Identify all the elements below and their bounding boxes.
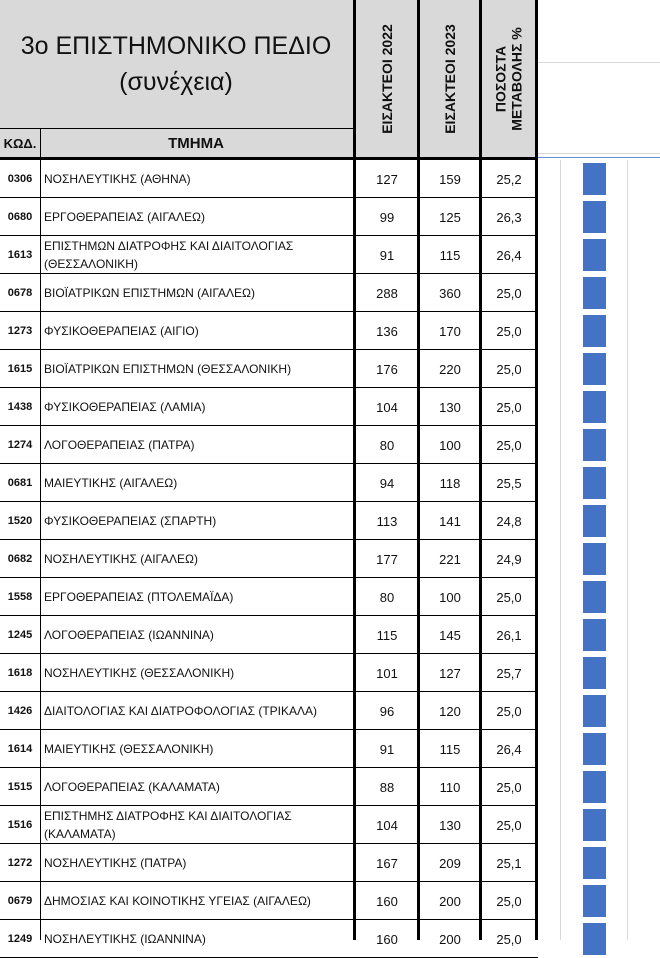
department-code: 1558: [7, 591, 33, 603]
department-code: 0306: [7, 173, 33, 185]
change-percent-value: 25,5: [496, 475, 522, 491]
row-divider: [0, 273, 538, 274]
department-name: ΕΡΓΟΘΕΡΑΠΕΙΑΣ (ΑΙΓΑΛΕΩ): [44, 210, 205, 224]
department-code: 1274: [7, 439, 33, 451]
row-divider: [0, 691, 538, 692]
department-name: ΝΟΣΗΛΕΥΤΙΚΗΣ (ΙΩΑΝΝΙΝΑ): [44, 932, 206, 946]
table-row: [0, 464, 538, 502]
change-percent-value: 24,8: [496, 513, 522, 529]
department-code: 1613: [7, 249, 33, 261]
sheet-gridline: [538, 153, 660, 154]
row-divider: [0, 729, 538, 730]
sheet-gridline: [538, 62, 660, 63]
department-code: 1515: [7, 781, 33, 793]
admitted-2022-value: 91: [379, 741, 395, 757]
table-row: [0, 426, 538, 464]
admitted-2022-value: 113: [376, 513, 398, 529]
admitted-2022-value: 177: [376, 551, 398, 567]
admitted-2022-value: 91: [379, 247, 395, 263]
row-divider: [0, 615, 538, 616]
change-bar: [583, 239, 606, 271]
department-name: ΕΡΓΟΘΕΡΑΠΕΙΑΣ (ΠΤΟΛΕΜΑΪΔΑ): [44, 590, 234, 604]
table-row: [0, 882, 538, 920]
change-percent-value: 25,0: [496, 817, 522, 833]
change-bar: [583, 391, 606, 423]
department-name: ΕΠΙΣΤΗΜΗΣ ΔΙΑΤΡΟΦΗΣ ΚΑΙ ΔΙΑΙΤΟΛΟΓΙΑΣ (ΚΑΛΑΜΑΤΑ): [44, 809, 292, 841]
row-divider: [0, 653, 538, 654]
department-name: ΒΙΟΪΑΤΡΙΚΩΝ ΕΠΙΣΤΗΜΩΝ (ΑΙΓΑΛΕΩ): [44, 286, 255, 300]
table-row: [0, 160, 538, 198]
admitted-2023-value: 115: [439, 741, 461, 757]
admitted-2023-value: 200: [439, 931, 461, 947]
change-percent-value: 26,4: [496, 247, 522, 263]
change-percent-value: 25,0: [496, 285, 522, 301]
table-row: [0, 540, 538, 578]
table-row: [0, 198, 538, 236]
change-percent-value: 25,0: [496, 437, 522, 453]
change-percent-value: 25,0: [496, 779, 522, 795]
admitted-2022-value: 160: [376, 931, 398, 947]
column-header-code: ΚΩΔ.: [3, 135, 37, 151]
change-percent-value: 25,0: [496, 703, 522, 719]
change-bar: [583, 771, 606, 803]
department-name: ΜΑΙΕΥΤΙΚΗΣ (ΑΙΓΑΛΕΩ): [44, 476, 178, 490]
change-percent-value: 25,0: [496, 931, 522, 947]
header-divider: [0, 128, 353, 129]
admitted-2023-value: 118: [439, 475, 461, 491]
admitted-2023-value: 125: [439, 209, 461, 225]
admitted-2022-value: 94: [379, 475, 395, 491]
change-bar: [583, 809, 606, 841]
department-code: 1245: [7, 629, 33, 641]
table-row: [0, 274, 538, 312]
department-code: 1618: [7, 667, 33, 679]
department-code: 1516: [7, 819, 33, 831]
row-divider: [0, 843, 538, 844]
department-name: ΔΗΜΟΣΙΑΣ ΚΑΙ ΚΟΙΝΟΤΙΚΗΣ ΥΓΕΙΑΣ (ΑΙΓΑΛΕΩ): [44, 894, 311, 908]
department-code: 0678: [7, 287, 33, 299]
change-bar: [583, 581, 606, 613]
admitted-2022-value: 96: [379, 703, 395, 719]
department-code: 0682: [7, 553, 33, 565]
column-header-admitted-2023: ΕΙΣΑΚΤΕΟΙ 2023: [442, 23, 458, 134]
department-code: 1249: [7, 933, 33, 945]
change-percent-value: 25,2: [496, 171, 522, 187]
department-name: ΦΥΣΙΚΟΘΕΡΑΠΕΙΑΣ (ΛΑΜΙΑ): [44, 400, 206, 414]
row-divider: [0, 425, 538, 426]
department-name: ΦΥΣΙΚΟΘΕΡΑΠΕΙΑΣ (ΑΙΓΙΟ): [44, 324, 199, 338]
admitted-2022-value: 167: [376, 855, 398, 871]
change-bar: [583, 467, 606, 499]
table-row: [0, 692, 538, 730]
department-name: ΝΟΣΗΛΕΥΤΙΚΗΣ (ΑΘΗΝΑ): [44, 172, 191, 186]
row-divider: [0, 197, 538, 198]
row-divider: [0, 463, 538, 464]
admitted-2023-value: 110: [439, 779, 461, 795]
change-bar: [583, 505, 606, 537]
admitted-2023-value: 159: [439, 171, 461, 187]
department-name: ΔΙΑΙΤΟΛΟΓΙΑΣ ΚΑΙ ΔΙΑΤΡΟΦΟΛΟΓΙΑΣ (ΤΡΙΚΑΛΑ): [44, 704, 318, 718]
sheet-gridline: [627, 160, 628, 940]
row-divider: [0, 501, 538, 502]
table-row: [0, 578, 538, 616]
sheet-gridline: [538, 157, 660, 158]
row-divider: [0, 919, 538, 920]
admitted-2023-value: 115: [439, 247, 461, 263]
admitted-2022-value: 160: [376, 893, 398, 909]
admitted-2023-value: 120: [439, 703, 461, 719]
admitted-2023-value: 141: [439, 513, 461, 529]
table-row: [0, 616, 538, 654]
department-name: ΝΟΣΗΛΕΥΤΙΚΗΣ (ΑΙΓΑΛΕΩ): [44, 552, 199, 566]
change-bar: [583, 733, 606, 765]
admitted-2023-value: 360: [439, 285, 461, 301]
admitted-2023-value: 127: [439, 665, 461, 681]
admitted-2022-value: 104: [376, 399, 398, 415]
admitted-2023-value: 221: [439, 551, 461, 567]
change-header-line-2: ΜΕΤΑΒΟΛΗΣ %: [509, 26, 525, 131]
admitted-2023-value: 100: [439, 437, 461, 453]
department-name: ΛΟΓΟΘΕΡΑΠΕΙΑΣ (ΠΑΤΡΑ): [44, 438, 195, 452]
column-header-admitted-2022: ΕΙΣΑΚΤΕΟΙ 2022: [379, 23, 395, 134]
change-bar: [583, 429, 606, 461]
department-code: 1426: [7, 705, 33, 717]
table-row: [0, 236, 538, 274]
table-row: [0, 654, 538, 692]
change-percent-value: 25,1: [496, 855, 522, 871]
change-bar: [583, 543, 606, 575]
change-bar: [583, 201, 606, 233]
admitted-2022-value: 99: [379, 209, 395, 225]
admitted-2022-value: 80: [379, 589, 395, 605]
title-line-2: (συνέχεια): [119, 68, 233, 96]
row-divider: [0, 311, 538, 312]
admitted-2022-value: 104: [376, 817, 398, 833]
admitted-2023-value: 100: [439, 589, 461, 605]
row-divider: [0, 387, 538, 388]
department-name: ΜΑΙΕΥΤΙΚΗΣ (ΘΕΣΣΑΛΟΝΙΚΗ): [44, 742, 214, 756]
department-name: ΒΙΟΪΑΤΡΙΚΩΝ ΕΠΙΣΤΗΜΩΝ (ΘΕΣΣΑΛΟΝΙΚΗ): [44, 362, 292, 376]
column-header-change-percent: [482, 0, 536, 157]
table-row: [0, 768, 538, 806]
department-name: ΛΟΓΟΘΕΡΑΠΕΙΑΣ (ΙΩΑΝΝΙΝΑ): [44, 628, 214, 642]
row-divider: [0, 235, 538, 236]
admitted-2022-value: 136: [376, 323, 398, 339]
change-bar: [583, 923, 606, 955]
table-row: [0, 350, 538, 388]
row-divider: [0, 767, 538, 768]
change-percent-value: 26,4: [496, 741, 522, 757]
admitted-2023-value: 209: [439, 855, 461, 871]
table-row: [0, 502, 538, 540]
sheet-gridline: [560, 160, 561, 940]
change-bar: [583, 657, 606, 689]
row-divider: [0, 881, 538, 882]
change-bar: [583, 847, 606, 879]
change-bar: [583, 353, 606, 385]
change-percent-value: 26,1: [496, 627, 522, 643]
department-name: ΦΥΣΙΚΟΘΕΡΑΠΕΙΑΣ (ΣΠΑΡΤΗ): [44, 514, 217, 528]
table-row: [0, 312, 538, 350]
admitted-2022-value: 80: [379, 437, 395, 453]
department-code: 1272: [7, 857, 33, 869]
column-header-department: ΤΜΗΜΑ: [168, 134, 224, 152]
change-percent-value: 25,0: [496, 323, 522, 339]
row-divider: [0, 577, 538, 578]
change-percent-value: 26,3: [496, 209, 522, 225]
department-code: 1520: [7, 515, 33, 527]
department-code: 0679: [7, 895, 33, 907]
column-border: [535, 0, 538, 940]
change-percent-value: 25,0: [496, 893, 522, 909]
header-divider: [0, 157, 538, 160]
department-code: 1615: [7, 363, 33, 375]
admitted-2023-value: 130: [439, 817, 461, 833]
change-percent-value: 25,0: [496, 361, 522, 377]
change-percent-value: 25,0: [496, 399, 522, 415]
table-row: [0, 730, 538, 768]
department-code: 1614: [7, 743, 33, 755]
department-name: ΝΟΣΗΛΕΥΤΙΚΗΣ (ΠΑΤΡΑ): [44, 856, 187, 870]
admitted-2023-value: 220: [439, 361, 461, 377]
admitted-2022-value: 127: [376, 171, 398, 187]
admitted-2023-value: 200: [439, 893, 461, 909]
admitted-2022-value: 88: [379, 779, 395, 795]
table-row: [0, 806, 538, 844]
page-title: [0, 0, 352, 128]
column-border: [417, 0, 420, 940]
department-code: 1438: [7, 401, 33, 413]
table-row: [0, 920, 538, 958]
admitted-2023-value: 130: [439, 399, 461, 415]
column-border: [40, 128, 41, 940]
column-border: [353, 0, 356, 940]
admitted-2023-value: 170: [439, 323, 461, 339]
change-bar: [583, 619, 606, 651]
column-border: [479, 0, 482, 940]
row-divider: [0, 539, 538, 540]
admitted-2022-value: 101: [376, 665, 398, 681]
change-percent-value: 25,0: [496, 589, 522, 605]
change-percent-value: 25,7: [496, 665, 522, 681]
department-name: ΛΟΓΟΘΕΡΑΠΕΙΑΣ (ΚΑΛΑΜΑΤΑ): [44, 780, 220, 794]
row-divider: [0, 805, 538, 806]
title-line-1: 3ο ΕΠΙΣΤΗΜΟΝΙΚΟ ΠΕΔΙΟ: [20, 32, 332, 60]
admitted-2023-value: 145: [439, 627, 461, 643]
department-name: ΝΟΣΗΛΕΥΤΙΚΗΣ (ΘΕΣΣΑΛΟΝΙΚΗ): [44, 666, 235, 680]
department-code: 1273: [7, 325, 33, 337]
change-percent-value: 24,9: [496, 551, 522, 567]
admitted-2022-value: 115: [376, 627, 398, 643]
department-name: ΕΠΙΣΤΗΜΩΝ ΔΙΑΤΡΟΦΗΣ ΚΑΙ ΔΙΑΙΤΟΛΟΓΙΑΣ (ΘΕΣΣΑΛΟΝΙΚΗ): [44, 239, 294, 271]
change-bar: [583, 885, 606, 917]
admitted-2022-value: 176: [376, 361, 398, 377]
department-code: 0680: [7, 211, 33, 223]
change-bar: [583, 277, 606, 309]
admitted-2022-value: 288: [376, 285, 398, 301]
change-header-line-1: ΠΟΣΟΣΤΑ: [493, 45, 509, 112]
department-code: 0681: [7, 477, 33, 489]
change-bar: [583, 163, 606, 195]
row-divider: [0, 349, 538, 350]
change-bar: [583, 315, 606, 347]
table-row: [0, 844, 538, 882]
table-row: [0, 388, 538, 426]
change-bar: [583, 695, 606, 727]
